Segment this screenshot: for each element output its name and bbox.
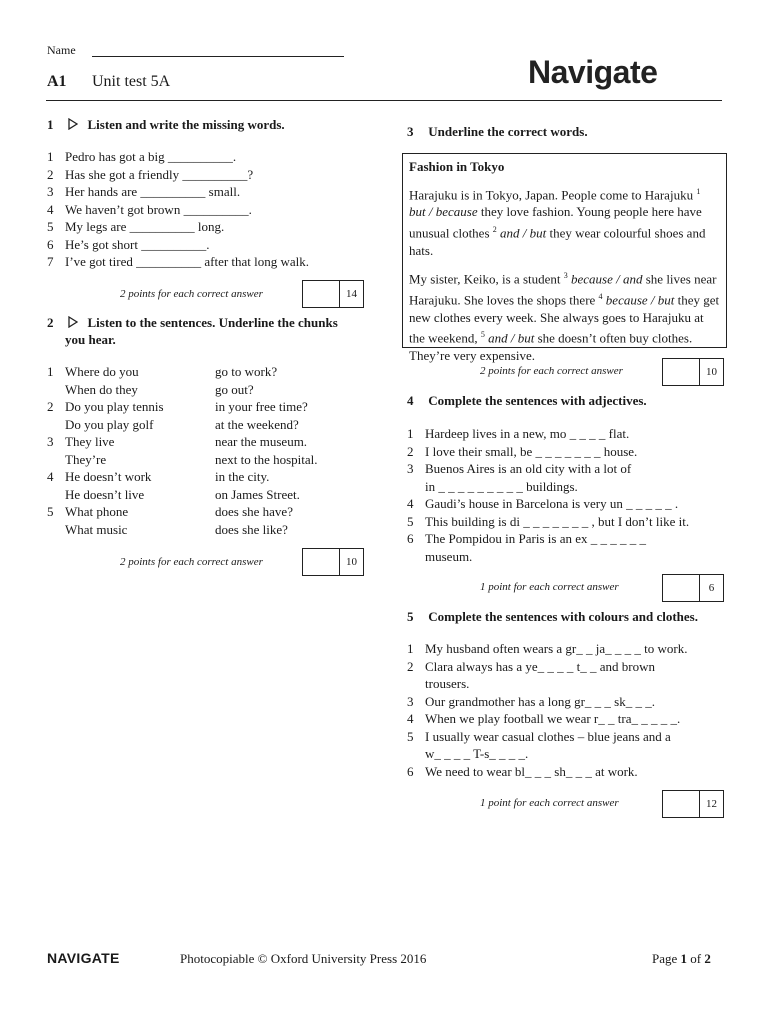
chunk-option-b[interactable]: in the city. — [215, 469, 270, 484]
section-title-line-1: Listen to the sentences. Underline the chunks — [87, 315, 338, 330]
item-number: 6 — [47, 236, 54, 252]
chunk-option-a[interactable]: He doesn’t work — [65, 469, 152, 484]
score-box — [662, 574, 724, 602]
section-number: 5 — [407, 609, 414, 624]
section-1-heading — [47, 117, 285, 133]
score-total: 10 — [346, 556, 357, 568]
item-number: 1 — [407, 426, 414, 441]
play-icon — [68, 316, 78, 328]
section-3-heading — [407, 124, 588, 140]
score-entry[interactable] — [303, 281, 340, 307]
score-entry[interactable] — [303, 549, 340, 575]
chunk-option-a[interactable]: When do they — [65, 381, 138, 397]
chunk-option-a[interactable]: They live — [65, 434, 115, 449]
question-text[interactable]: Gaudi’s house in Barcelona is very un _ _ _ _ _ . — [425, 496, 679, 511]
chunk-option-a[interactable]: Do you play golf — [65, 416, 154, 432]
chunk-option-b[interactable]: on James Street. — [215, 486, 300, 502]
item-number: 6 — [407, 531, 414, 546]
section-number: 1 — [47, 117, 54, 132]
score-note: 1 point for each correct answer — [480, 797, 619, 809]
choice-3[interactable]: because / and — [571, 271, 643, 287]
score-total: 10 — [706, 366, 717, 378]
footer-copyright: Photocopiable © Oxford University Press 2016 — [180, 951, 427, 966]
item-number: 1 — [47, 149, 54, 164]
item-number: 2 — [47, 399, 54, 414]
question-text[interactable]: I love their small, be _ _ _ _ _ _ _ house. — [425, 443, 638, 459]
question-text[interactable]: This building is di _ _ _ _ _ _ _ , but I don’t like it. — [425, 513, 690, 529]
question-text[interactable]: trousers. — [425, 676, 470, 691]
name-label: Name — [47, 43, 76, 57]
reading-paragraph-1: Harajuku is in Tokyo, Japan. People come to Harajuku $^1$ but / because they love fashion. Young people here have unusual clothes $^2$ and / but they wear colourful shoes and hats. — [409, 186, 706, 258]
question-text[interactable]: When we play football we wear r_ _ tra_ _ _ _ _. — [425, 711, 681, 726]
section-title: Underline the correct words. — [428, 124, 588, 139]
score-box — [302, 548, 364, 576]
question-text[interactable]: museum. — [425, 548, 473, 564]
page-indicator: Page 1 of 2 — [652, 951, 711, 966]
score-note: 2 points for each correct answer — [120, 288, 263, 300]
chunk-option-b[interactable]: does she like? — [215, 521, 288, 537]
choice-2[interactable]: and / but — [500, 225, 547, 241]
chunk-option-b[interactable]: at the weekend? — [215, 416, 299, 432]
chunk-option-b[interactable]: near the museum. — [215, 434, 308, 449]
item-number: 5 — [47, 504, 54, 519]
score-note: 2 points for each correct answer — [480, 365, 623, 377]
choice-5[interactable]: and / but — [488, 330, 535, 346]
section-4-heading — [407, 393, 647, 409]
item-number: 4 — [47, 469, 54, 484]
question-text[interactable]: w_ _ _ _ T-s_ _ _ _. — [425, 746, 529, 761]
question-text[interactable]: Buenos Aires is an old city with a lot of — [425, 461, 632, 476]
score-entry[interactable] — [663, 359, 700, 385]
question-text[interactable]: I’ve got tired __________ after that long walk. — [65, 254, 310, 269]
item-number: 3 — [47, 184, 54, 199]
section-title: Complete the sentences with adjectives. — [428, 393, 647, 408]
item-number: 1 — [47, 364, 54, 379]
question-text[interactable]: Pedro has got a big __________. — [65, 149, 237, 164]
question-text[interactable]: Her hands are __________ small. — [65, 184, 241, 199]
item-number: 5 — [47, 219, 54, 234]
item-number: 4 — [47, 201, 54, 217]
reading-title: Fashion in Tokyo — [409, 159, 505, 174]
header-divider — [46, 100, 722, 101]
item-number: 4 — [407, 496, 414, 511]
question-text[interactable]: Clara always has a ye_ _ _ _ t_ _ and brown — [425, 658, 655, 674]
section-2-heading — [47, 315, 338, 331]
score-note: 1 point for each correct answer — [480, 581, 619, 593]
chunk-option-a[interactable]: What phone — [65, 504, 129, 519]
chunk-option-b[interactable]: go out? — [215, 381, 254, 397]
question-text[interactable]: We need to wear bl_ _ _ sh_ _ _ at work. — [425, 763, 638, 779]
question-text[interactable]: I usually wear casual clothes – blue jeans and a — [425, 728, 671, 744]
item-number: 2 — [47, 166, 54, 182]
section-title-line-2: you hear. — [65, 332, 116, 347]
question-text[interactable]: We haven’t got brown __________. — [65, 201, 252, 217]
item-number: 2 — [407, 658, 414, 674]
score-box — [662, 358, 724, 386]
footer-brand: NAVIGATE — [47, 950, 120, 966]
score-entry[interactable] — [663, 791, 700, 817]
score-total: 14 — [346, 288, 357, 300]
section-number: 3 — [407, 124, 414, 139]
item-number: 3 — [47, 434, 54, 449]
score-total: 6 — [708, 582, 715, 594]
section-title: Complete the sentences with colours and clothes. — [428, 609, 698, 624]
chunk-option-a[interactable]: He doesn’t live — [65, 486, 145, 502]
item-number: 6 — [407, 763, 414, 779]
item-number: 4 — [407, 711, 414, 726]
level-label: A1 — [47, 73, 67, 90]
item-number: 3 — [407, 461, 414, 476]
choice-4[interactable]: because / but — [605, 292, 675, 308]
item-number: 3 — [407, 693, 414, 709]
section-number: 4 — [407, 393, 414, 408]
reading-paragraph-2: My sister, Keiko, is a student $^3$ because / and she lives near Harajuku. She loves the shops there $^4$ because / but they get new clothes every week. She always goes to Harajuku at the weekend, $^5$ and / but she doesn’t often buy clothes. They’re very expensive. — [409, 271, 720, 364]
name-field-line[interactable] — [92, 56, 344, 57]
question-text[interactable]: My legs are __________ long. — [65, 219, 225, 234]
item-number: 5 — [407, 513, 414, 529]
question-text[interactable]: He’s got short __________. — [65, 236, 210, 252]
chunk-option-a[interactable]: Where do you — [65, 364, 139, 379]
question-text[interactable]: Has she got a friendly __________? — [65, 166, 254, 182]
question-text[interactable]: The Pompidou in Paris is an ex _ _ _ _ _ _ — [425, 531, 646, 546]
item-number: 7 — [47, 254, 54, 269]
question-text[interactable]: My husband often wears a gr_ _ ja_ _ _ _ to work. — [425, 641, 688, 656]
chunk-option-b[interactable]: next to the hospital. — [215, 451, 318, 467]
question-text[interactable]: Hardeep lives in a new, mo _ _ _ _ flat. — [425, 426, 630, 441]
chunk-option-a[interactable]: Do you play tennis — [65, 399, 164, 414]
score-box — [662, 790, 724, 818]
question-text[interactable]: Our grandmother has a long gr_ _ _ sk_ _ _. — [425, 693, 655, 709]
chunk-option-a[interactable]: What music — [65, 521, 128, 537]
item-number: 5 — [407, 728, 414, 744]
question-text[interactable]: in _ _ _ _ _ _ _ _ _ buildings. — [425, 478, 578, 494]
play-icon — [68, 118, 78, 130]
score-note: 2 points for each correct answer — [120, 556, 263, 568]
choice-1[interactable]: but / because — [409, 204, 478, 220]
score-box — [302, 280, 364, 308]
chunk-option-b[interactable]: in your free time? — [215, 399, 308, 414]
score-total: 12 — [706, 798, 717, 810]
brand-logo: Navigate — [528, 54, 658, 90]
section-number: 2 — [47, 315, 54, 330]
section-5-heading — [407, 609, 698, 625]
section-title: Listen and write the missing words. — [87, 117, 285, 132]
reading-text-box — [402, 153, 727, 364]
chunk-option-b[interactable]: does she have? — [215, 504, 293, 519]
unit-title: Unit test 5A — [92, 73, 171, 90]
score-entry[interactable] — [663, 575, 700, 601]
chunk-option-b[interactable]: go to work? — [215, 364, 278, 379]
chunk-option-a[interactable]: They’re — [65, 451, 107, 467]
item-number: 1 — [407, 641, 414, 656]
item-number: 2 — [407, 443, 414, 459]
